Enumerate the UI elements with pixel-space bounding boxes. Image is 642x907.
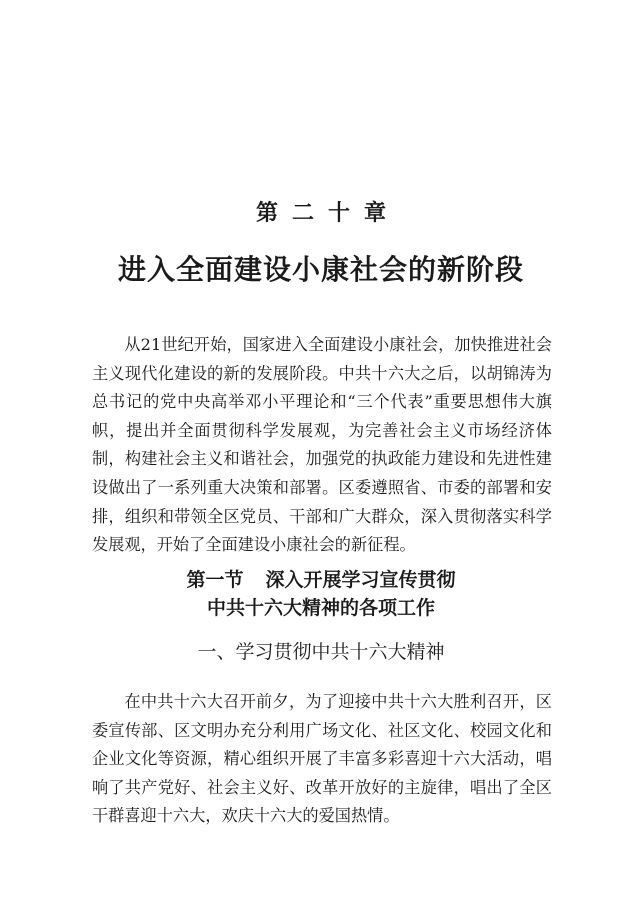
body-paragraph: 在中共十六大召开前夕，为了迎接中共十六大胜利召开，区委宣传部、区文明办充分利用广场文化、社区文化、校园文化和企业文化等资源，精心组织开展了丰富多彩喜迎十六大活动，唱响了共产党好、社会主义好、改革开放好的主旋律，唱出了全区干群喜迎十六大，欢庆十六大的爱国热情。 [92, 692, 552, 826]
section-title-line1: 深入开展学习宣传贯彻 [265, 569, 456, 591]
subsection-heading: 一、学习贯彻中共十六大精神 [197, 641, 445, 663]
chapter-number: 第二十章 [255, 201, 400, 226]
chapter-title: 进入全面建设小康社会的新阶段 [117, 253, 524, 286]
section-heading [0, 566, 642, 622]
section-title-line2: 中共十六大精神的各项工作 [206, 597, 435, 619]
section-label: 第一节 [186, 569, 244, 591]
intro-paragraph: 从21世纪开始，国家进入全面建设小康社会，加快推进社会主义现代化建设的新的发展阶段。中共十六大之后，以胡锦涛为总书记的党中央高举邓小平理论和“三个代表”重要思想伟大旗帜，提出并全面贯彻科学发展观，为完善社会主义市场经济体制，构建社会主义和谐社会，加强党的执政能力建设和先进性建设做出了一系列重大决策和部署。区委遵照省、市委的部署和安排，组织和带领全区党员、干部和广大群众，深入贯彻落实科学发展观，开始了全面建设小康社会的新征程。 [92, 335, 552, 555]
section-heading-line1 [0, 566, 642, 594]
